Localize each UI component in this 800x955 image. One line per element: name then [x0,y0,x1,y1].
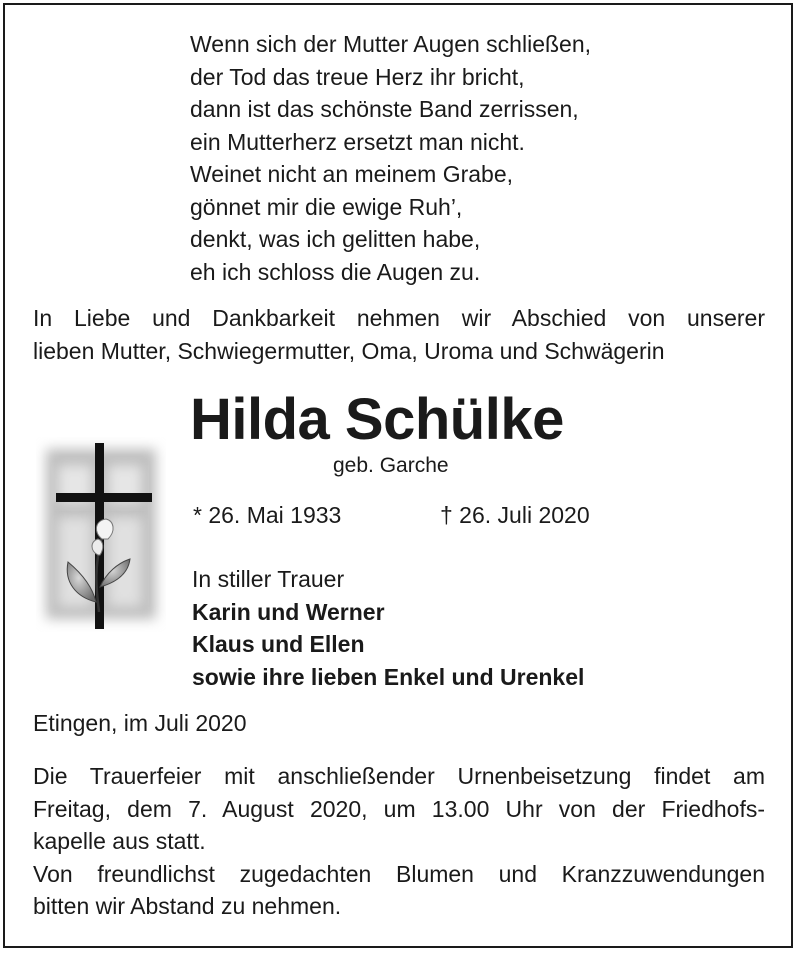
poem-line: der Tod das treue Herz ihr bricht, [190,63,525,90]
deceased-name: Hilda Schülke [190,387,564,452]
funeral-line: Die Trauerfeier mit anschließender Urnenbeisetzung findet am [33,763,765,789]
poem-line: dann ist das schönste Band zerrissen, [190,96,579,122]
poem-line: Weinet nicht an meinem Grabe, [190,161,514,187]
mourners-heading: In stiller Trauer [192,566,345,592]
intro-text [33,302,765,367]
mourner-name: Klaus und Ellen [192,631,365,657]
intro-line: lieben Mutter, Schwiegermutter, Oma, Uroma und Schwägerin [33,337,665,364]
funeral-line: Freitag, dem 7. August 2020, um 13.00 Uhr von der Friedhofs- [33,795,765,822]
poem-line: Wenn sich der Mutter Augen schließen, [190,31,592,57]
poem-line: denkt, was ich gelitten habe, [190,226,481,252]
mourner-name: Karin und Werner [192,598,385,625]
maiden-name: geb. Garche [333,454,449,477]
mourner-name: sowie ihre lieben Enkel und Urenkel [192,663,585,690]
funeral-line: bitten wir Abstand zu nehmen. [33,893,342,919]
place-date: Etingen, im Juli 2020 [33,710,247,736]
death-date: † 26. Juli 2020 [440,502,590,528]
poem-line: gönnet mir die ewige Ruh’, [190,193,463,220]
funeral-line: kapelle aus statt. [33,828,206,854]
poem [190,28,750,288]
mourners [192,563,584,693]
funeral-notice [33,760,765,923]
birth-date: * 26. Mai 1933 [193,502,342,528]
poem-line: eh ich schloss die Augen zu. [190,258,481,285]
poem-line: ein Mutterherz ersetzt man nicht. [190,128,525,155]
funeral-line: Von freundlichst zugedachten Blumen und Kranzzuwendungen [33,860,765,887]
intro-line: In Liebe und Dankbarkeit nehmen wir Abschied von unserer [33,305,765,331]
cross-icon [36,437,166,632]
